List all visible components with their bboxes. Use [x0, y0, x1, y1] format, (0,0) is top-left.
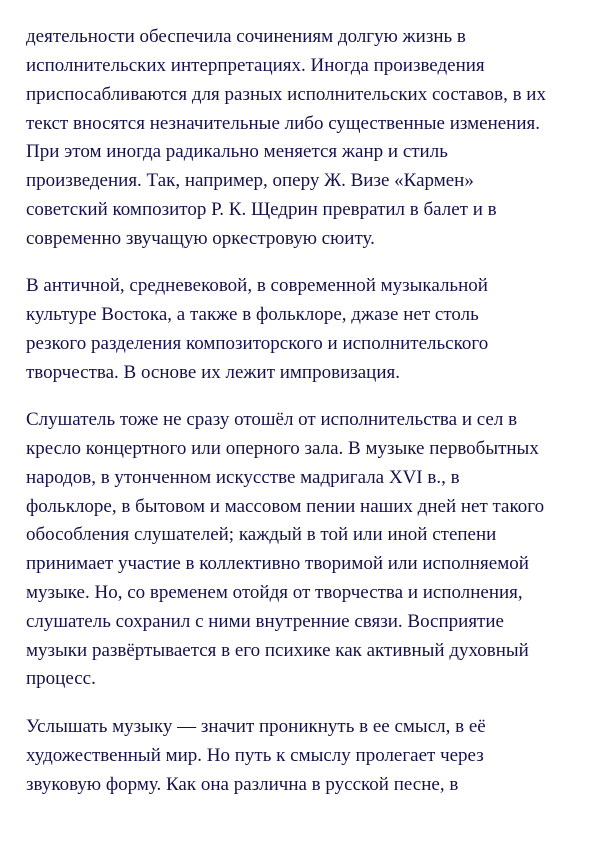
text-line: В античной, средневековой, в современной музыкальной	[26, 275, 488, 296]
text-line: текст вносятся незначительные либо существенные изменения.	[26, 113, 541, 134]
text-line: музыке. Но, со временем отойдя от творчества и исполнения,	[26, 582, 523, 603]
text-line: При этом иногда радикально меняется жанр и стиль	[26, 141, 448, 162]
text-line: Слушатель тоже не сразу отошёл от исполнительства и сел в	[26, 409, 518, 430]
text-line: слушатель сохранил с ними внутренние связи. Восприятие	[26, 611, 504, 632]
text-line: звуковую форму. Как она различна в русской песне, в	[26, 774, 459, 795]
text-line: творчества. В основе их лежит импровизация.	[26, 362, 401, 383]
text-line: деятельности обеспечила сочинениям долгую жизнь в	[26, 26, 466, 47]
text-line: кресло концертного или оперного зала. В музыке первобытных	[26, 438, 539, 459]
text-line: приспосабливаются для разных исполнительских составов, в их	[26, 84, 546, 105]
text-line: произведения. Так, например, оперу Ж. Визе «Кармен»	[26, 170, 474, 191]
text-line: резкого разделения композиторского и исполнительского	[26, 333, 489, 354]
text-line: культуре Востока, а также в фольклоре, джазе нет столь	[26, 304, 479, 325]
text-line: народов, в утонченном искусстве мадригала XVI в., в	[26, 467, 460, 488]
text-line: современно звучащую оркестровую сюиту.	[26, 228, 375, 249]
text-line: принимает участие в коллективно творимой или исполняемой	[26, 553, 529, 574]
text-line: Услышать музыку — значит проникнуть в ее смысл, в её	[26, 716, 486, 737]
text-line: советский композитор Р. К. Щедрин превратил в балет и в	[26, 199, 497, 220]
text-line: обособления слушателей; каждый в той или иной степени	[26, 524, 497, 545]
text-line: художественный мир. Но путь к смыслу пролегает через	[26, 745, 484, 766]
text-line: исполнительских интерпретациях. Иногда произведения	[26, 55, 485, 76]
text-line: фольклоре, в бытовом и массовом пении наших дней нет такого	[26, 496, 545, 517]
text-line: музыки развёртывается в его психике как активный духовный	[26, 640, 529, 661]
text-line: процесс.	[26, 668, 96, 689]
